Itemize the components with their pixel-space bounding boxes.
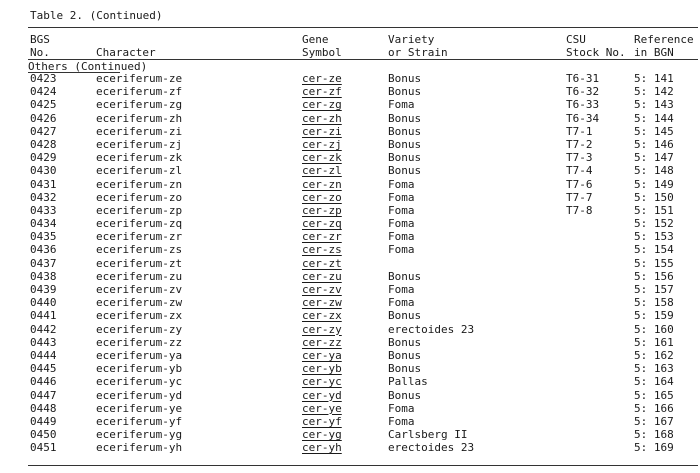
cell-variety: Bonus xyxy=(388,164,422,178)
cell-character: eceriferum-zn xyxy=(96,177,183,191)
cell-gene-symbol: cer-zg xyxy=(302,98,342,112)
cell-reference: 5: 161 xyxy=(634,335,674,349)
cell-character: eceriferum-zt xyxy=(96,256,183,270)
cell-variety: Foma xyxy=(388,203,415,217)
table-row xyxy=(0,336,700,349)
cell-character: eceriferum-zs xyxy=(96,243,183,257)
table-row xyxy=(0,164,700,177)
cell-csu-stock: T7-8 xyxy=(566,203,593,217)
cell-bgs-number: 0447 xyxy=(30,388,57,402)
cell-reference: 5: 160 xyxy=(634,322,674,336)
section-label: Others (Continued) xyxy=(28,60,148,73)
cell-reference: 5: 156 xyxy=(634,269,674,283)
cell-bgs-number: 0451 xyxy=(30,441,57,455)
cell-gene-symbol: cer-yh xyxy=(302,441,342,455)
cell-variety: Pallas xyxy=(388,375,428,389)
table-body xyxy=(0,72,700,454)
table-row xyxy=(0,125,700,138)
table-row xyxy=(0,283,700,296)
cell-variety: Bonus xyxy=(388,124,422,138)
table-row xyxy=(0,428,700,441)
table-row xyxy=(0,257,700,270)
cell-bgs-number: 0425 xyxy=(30,98,57,112)
cell-bgs-number: 0448 xyxy=(30,401,57,415)
cell-gene-symbol: cer-zj xyxy=(302,137,342,151)
cell-bgs-number: 0426 xyxy=(30,111,57,125)
cell-reference: 5: 165 xyxy=(634,388,674,402)
cell-variety: Foma xyxy=(388,243,415,257)
cell-character: eceriferum-zp xyxy=(96,203,183,217)
cell-character: eceriferum-zq xyxy=(96,217,183,231)
cell-character: eceriferum-zo xyxy=(96,190,183,204)
cell-variety: Bonus xyxy=(388,309,422,323)
cell-gene-symbol: cer-zf xyxy=(302,85,342,99)
table-row xyxy=(0,375,700,388)
table-title: Table 2. (Continued) xyxy=(30,9,163,22)
table-row xyxy=(0,138,700,151)
table-row xyxy=(0,230,700,243)
cell-variety: erectoides 23 xyxy=(388,322,475,336)
table-row xyxy=(0,85,700,98)
table-row xyxy=(0,441,700,454)
cell-bgs-number: 0431 xyxy=(30,177,57,191)
table-row xyxy=(0,191,700,204)
cell-reference: 5: 143 xyxy=(634,98,674,112)
cell-character: eceriferum-zr xyxy=(96,230,183,244)
cell-bgs-number: 0430 xyxy=(30,164,57,178)
header-variety xyxy=(388,33,448,59)
cell-variety: Foma xyxy=(388,177,415,191)
cell-gene-symbol: cer-yb xyxy=(302,362,342,376)
cell-gene-symbol: cer-zx xyxy=(302,309,342,323)
cell-reference: 5: 167 xyxy=(634,414,674,428)
table-row xyxy=(0,389,700,402)
cell-reference: 5: 164 xyxy=(634,375,674,389)
cell-gene-symbol: cer-zq xyxy=(302,217,342,231)
cell-character: eceriferum-yd xyxy=(96,388,183,402)
cell-variety: Bonus xyxy=(388,362,422,376)
cell-character: eceriferum-yb xyxy=(96,362,183,376)
cell-variety: Foma xyxy=(388,230,415,244)
cell-character: eceriferum-zf xyxy=(96,85,183,99)
cell-csu-stock: T7-4 xyxy=(566,164,593,178)
cell-bgs-number: 0438 xyxy=(30,269,57,283)
cell-gene-symbol: cer-zp xyxy=(302,203,342,217)
cell-gene-symbol: cer-zr xyxy=(302,230,342,244)
cell-character: eceriferum-ya xyxy=(96,348,183,362)
cell-gene-symbol: cer-zu xyxy=(302,269,342,283)
cell-reference: 5: 145 xyxy=(634,124,674,138)
cell-gene-symbol: cer-zk xyxy=(302,151,342,165)
cell-character: eceriferum-zh xyxy=(96,111,183,125)
cell-character: eceriferum-zz xyxy=(96,335,183,349)
cell-reference: 5: 155 xyxy=(634,256,674,270)
cell-csu-stock: T7-6 xyxy=(566,177,593,191)
table-row xyxy=(0,72,700,85)
cell-bgs-number: 0436 xyxy=(30,243,57,257)
cell-reference: 5: 141 xyxy=(634,72,674,85)
table-row xyxy=(0,323,700,336)
cell-gene-symbol: cer-ye xyxy=(302,401,342,415)
header-gene-symbol xyxy=(302,33,342,59)
cell-bgs-number: 0424 xyxy=(30,85,57,99)
top-rule xyxy=(28,27,698,28)
cell-gene-symbol: cer-yf xyxy=(302,414,342,428)
cell-variety: Foma xyxy=(388,283,415,296)
cell-bgs-number: 0433 xyxy=(30,203,57,217)
cell-bgs-number: 0441 xyxy=(30,309,57,323)
cell-variety: Carlsberg II xyxy=(388,428,468,442)
cell-bgs-number: 0435 xyxy=(30,230,57,244)
cell-gene-symbol: cer-yc xyxy=(302,375,342,389)
cell-gene-symbol: cer-ya xyxy=(302,348,342,362)
cell-character: eceriferum-zw xyxy=(96,296,183,310)
cell-reference: 5: 152 xyxy=(634,217,674,231)
cell-character: eceriferum-zx xyxy=(96,309,183,323)
table-row xyxy=(0,204,700,217)
table-row xyxy=(0,151,700,164)
cell-reference: 5: 142 xyxy=(634,85,674,99)
header-bgs-no xyxy=(30,33,50,59)
cell-csu-stock: T6-32 xyxy=(566,85,600,99)
cell-csu-stock: T6-31 xyxy=(566,72,600,85)
cell-variety: Bonus xyxy=(388,269,422,283)
header-variety-line2: or Strain xyxy=(388,46,448,59)
cell-reference: 5: 151 xyxy=(634,203,674,217)
cell-gene-symbol: cer-zs xyxy=(302,243,342,257)
cell-bgs-number: 0434 xyxy=(30,217,57,231)
cell-character: eceriferum-yc xyxy=(96,375,183,389)
cell-reference: 5: 166 xyxy=(634,401,674,415)
header-csu-stock xyxy=(566,33,626,59)
table-row xyxy=(0,98,700,111)
cell-variety: Foma xyxy=(388,296,415,310)
cell-variety: Bonus xyxy=(388,348,422,362)
cell-csu-stock: T7-1 xyxy=(566,124,593,138)
cell-reference: 5: 169 xyxy=(634,441,674,455)
cell-gene-symbol: cer-zy xyxy=(302,322,342,336)
cell-character: eceriferum-ye xyxy=(96,401,183,415)
cell-bgs-number: 0439 xyxy=(30,283,57,296)
header-gene-line2: Symbol xyxy=(302,46,342,59)
cell-gene-symbol: cer-zn xyxy=(302,177,342,191)
header-gene-line1: Gene xyxy=(302,33,329,46)
cell-reference: 5: 148 xyxy=(634,164,674,178)
cell-csu-stock: T7-3 xyxy=(566,151,593,165)
cell-variety: Bonus xyxy=(388,111,422,125)
cell-bgs-number: 0432 xyxy=(30,190,57,204)
cell-gene-symbol: cer-zl xyxy=(302,164,342,178)
cell-bgs-number: 0440 xyxy=(30,296,57,310)
cell-gene-symbol: cer-yg xyxy=(302,428,342,442)
cell-character: eceriferum-zj xyxy=(96,137,183,151)
header-character-line1 xyxy=(96,33,156,46)
table-row xyxy=(0,217,700,230)
cell-reference: 5: 157 xyxy=(634,283,674,296)
header-ref-line1: Reference xyxy=(634,33,694,46)
table-row xyxy=(0,362,700,375)
table-row xyxy=(0,112,700,125)
bottom-rule xyxy=(28,465,698,466)
cell-gene-symbol: cer-ze xyxy=(302,72,342,85)
header-csu-line1: CSU xyxy=(566,33,586,46)
cell-reference: 5: 144 xyxy=(634,111,674,125)
cell-bgs-number: 0442 xyxy=(30,322,57,336)
table-row xyxy=(0,296,700,309)
cell-reference: 5: 168 xyxy=(634,428,674,442)
header-reference xyxy=(634,33,694,59)
cell-character: eceriferum-zk xyxy=(96,151,183,165)
table-row xyxy=(0,309,700,322)
cell-variety: Bonus xyxy=(388,72,422,85)
cell-bgs-number: 0444 xyxy=(30,348,57,362)
cell-gene-symbol: cer-zh xyxy=(302,111,342,125)
cell-variety: Bonus xyxy=(388,151,422,165)
cell-character: eceriferum-zl xyxy=(96,164,183,178)
cell-variety: Bonus xyxy=(388,335,422,349)
table-row xyxy=(0,349,700,362)
header-csu-line2: Stock No. xyxy=(566,46,626,59)
cell-bgs-number: 0429 xyxy=(30,151,57,165)
cell-bgs-number: 0428 xyxy=(30,137,57,151)
cell-character: eceriferum-yg xyxy=(96,428,183,442)
cell-reference: 5: 153 xyxy=(634,230,674,244)
cell-variety: Bonus xyxy=(388,388,422,402)
header-character-line2: Character xyxy=(96,46,156,59)
cell-gene-symbol: cer-zz xyxy=(302,335,342,349)
header-ref-line2: in BGN xyxy=(634,46,674,59)
cell-reference: 5: 149 xyxy=(634,177,674,191)
cell-variety: Bonus xyxy=(388,85,422,99)
table-row xyxy=(0,415,700,428)
header-bgs-line2: No. xyxy=(30,46,50,59)
cell-bgs-number: 0423 xyxy=(30,72,57,85)
table-row xyxy=(0,243,700,256)
cell-character: eceriferum-zv xyxy=(96,283,183,296)
cell-csu-stock: T6-33 xyxy=(566,98,600,112)
cell-gene-symbol: cer-yd xyxy=(302,388,342,402)
header-bgs-line1: BGS xyxy=(30,33,50,46)
cell-reference: 5: 163 xyxy=(634,362,674,376)
cell-character: eceriferum-yf xyxy=(96,414,183,428)
table-row xyxy=(0,178,700,191)
cell-reference: 5: 162 xyxy=(634,348,674,362)
cell-csu-stock: T7-2 xyxy=(566,137,593,151)
cell-character: eceriferum-ze xyxy=(96,72,183,85)
cell-bgs-number: 0445 xyxy=(30,362,57,376)
table-row xyxy=(0,270,700,283)
cell-bgs-number: 0443 xyxy=(30,335,57,349)
cell-bgs-number: 0427 xyxy=(30,124,57,138)
cell-variety: Foma xyxy=(388,414,415,428)
cell-gene-symbol: cer-zv xyxy=(302,283,342,296)
cell-bgs-number: 0437 xyxy=(30,256,57,270)
cell-reference: 5: 158 xyxy=(634,296,674,310)
cell-character: eceriferum-zg xyxy=(96,98,183,112)
header-variety-line1: Variety xyxy=(388,33,435,46)
cell-character: eceriferum-yh xyxy=(96,441,183,455)
cell-gene-symbol: cer-zo xyxy=(302,190,342,204)
cell-reference: 5: 150 xyxy=(634,190,674,204)
cell-bgs-number: 0446 xyxy=(30,375,57,389)
cell-character: eceriferum-zy xyxy=(96,322,183,336)
cell-variety: Foma xyxy=(388,98,415,112)
cell-character: eceriferum-zi xyxy=(96,124,183,138)
cell-gene-symbol: cer-zt xyxy=(302,256,342,270)
cell-variety: Bonus xyxy=(388,137,422,151)
cell-character: eceriferum-zu xyxy=(96,269,183,283)
cell-reference: 5: 154 xyxy=(634,243,674,257)
cell-gene-symbol: cer-zi xyxy=(302,124,342,138)
header-character xyxy=(96,33,156,59)
cell-bgs-number: 0449 xyxy=(30,414,57,428)
cell-csu-stock: T7-7 xyxy=(566,190,593,204)
cell-variety: Foma xyxy=(388,217,415,231)
cell-variety: erectoides 23 xyxy=(388,441,475,455)
cell-variety: Foma xyxy=(388,190,415,204)
cell-csu-stock: T6-34 xyxy=(566,111,600,125)
cell-variety: Foma xyxy=(388,401,415,415)
cell-reference: 5: 159 xyxy=(634,309,674,323)
cell-bgs-number: 0450 xyxy=(30,428,57,442)
cell-gene-symbol: cer-zw xyxy=(302,296,342,310)
table-row xyxy=(0,402,700,415)
cell-reference: 5: 146 xyxy=(634,137,674,151)
cell-reference: 5: 147 xyxy=(634,151,674,165)
